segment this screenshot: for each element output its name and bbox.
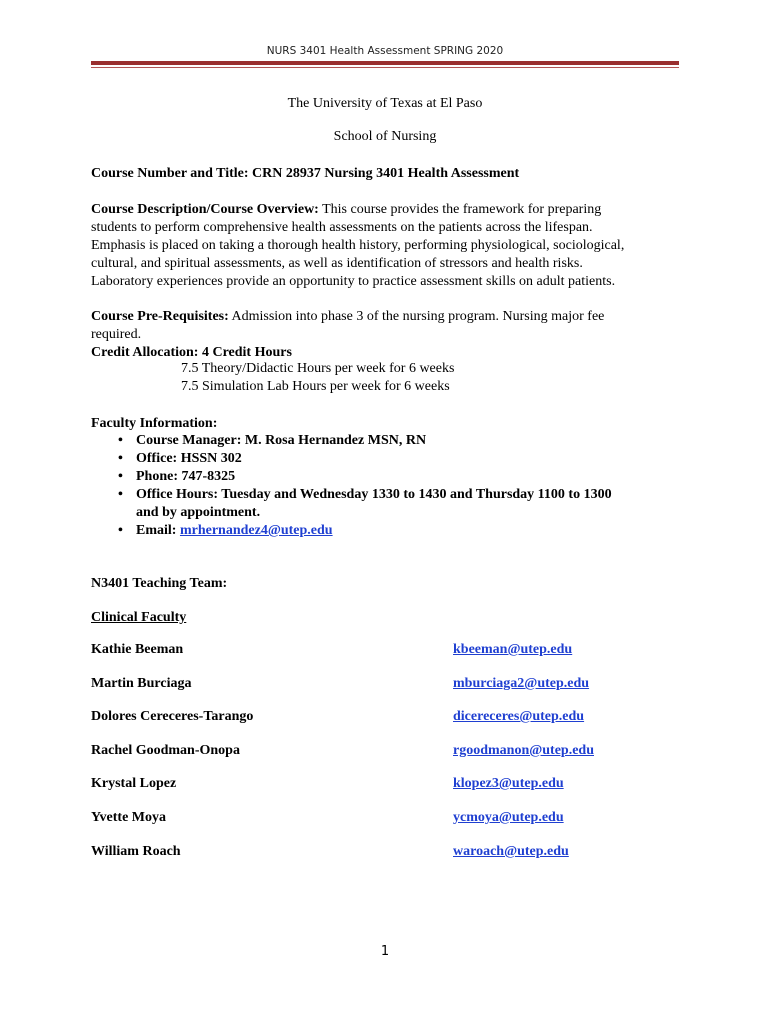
running-header: NURS 3401 Health Assessment SPRING 2020 [266, 45, 504, 57]
team-member-name: William Roach [91, 844, 181, 859]
bullet-icon: • [118, 523, 123, 538]
office: Office: HSSN 302 [136, 451, 242, 466]
theory-hours: 7.5 Theory/Didactic Hours per week for 6 weeks [181, 361, 455, 376]
team-member-name: Dolores Cereceres-Tarango [91, 709, 254, 724]
team-member-email-link[interactable]: rgoodmanon@utep.edu [453, 743, 594, 758]
course-description [91, 201, 681, 291]
faculty-item [91, 450, 681, 468]
prereq-line: Admission into phase 3 of the nursing program. Nursing major fee [228, 309, 605, 324]
course-number-title: Course Number and Title: CRN 28937 Nursing 3401 Health Assessment [91, 166, 520, 181]
lab-hours: 7.5 Simulation Lab Hours per week for 6 weeks [181, 379, 450, 394]
school-title: School of Nursing [333, 129, 437, 144]
team-member-email-link[interactable]: ycmoya@utep.edu [453, 810, 564, 825]
description-line: students to perform comprehensive health assessments on the patients across the lifespan. [91, 220, 593, 235]
team-member-name: Krystal Lopez [91, 776, 177, 791]
course-prerequisites [91, 308, 681, 362]
header-rule [91, 61, 679, 65]
course-manager: Course Manager: M. Rosa Hernandez MSN, RN [136, 433, 427, 448]
team-member-email-link[interactable]: kbeeman@utep.edu [453, 642, 573, 657]
description-line: cultural, and spiritual assessments, as well as identification of stressors and health risks. [91, 256, 583, 271]
bullet-icon: • [118, 433, 123, 448]
team-heading: N3401 Teaching Team: [91, 576, 228, 591]
prereq-line: required. [91, 327, 142, 342]
bullet-icon: • [118, 469, 123, 484]
clinical-faculty-heading: Clinical Faculty [91, 610, 187, 625]
manager-email-link[interactable]: mrhernandez4@utep.edu [179, 523, 333, 538]
faculty-item [91, 432, 681, 450]
email-label: Email: [136, 523, 180, 538]
office-hours: Office Hours: Tuesday and Wednesday 1330 to 1430 and Thursday 1100 to 1300 [136, 487, 612, 502]
faculty-list [91, 432, 681, 540]
faculty-item [91, 468, 681, 486]
bullet-icon: • [118, 487, 123, 502]
prereq-label: Course Pre-Requisites: [91, 309, 229, 324]
description-label: Course Description/Course Overview: [91, 202, 319, 217]
team-member-email-link[interactable]: klopez3@utep.edu [453, 776, 564, 791]
credit-allocation: Credit Allocation: 4 Credit Hours [91, 345, 292, 360]
university-title: The University of Texas at El Paso [287, 96, 483, 111]
description-line: This course provides the framework for preparing [318, 202, 602, 217]
faculty-item [91, 522, 681, 540]
team-member-email-link[interactable]: mburciaga2@utep.edu [453, 676, 590, 691]
team-member-name: Kathie Beeman [91, 642, 184, 657]
bullet-icon: • [118, 451, 123, 466]
team-member-email-link[interactable]: waroach@utep.edu [453, 844, 569, 859]
team-member-email-link[interactable]: dicereceres@utep.edu [453, 709, 585, 724]
faculty-item [91, 486, 681, 522]
description-line: Emphasis is placed on taking a thorough health history, performing physiological, sociological, [91, 238, 625, 253]
description-line: Laboratory experiences provide an opportunity to practice assessment skills on adult patients. [91, 274, 616, 289]
team-member-name: Rachel Goodman-Onopa [91, 743, 240, 758]
office-hours-cont: and by appointment. [136, 505, 261, 520]
page-number: 1 [380, 944, 390, 959]
faculty-heading: Faculty Information: [91, 416, 218, 431]
phone: Phone: 747-8325 [136, 469, 236, 484]
header-rule-thin [91, 67, 679, 68]
team-member-name: Martin Burciaga [91, 676, 192, 691]
team-member-name: Yvette Moya [91, 810, 167, 825]
